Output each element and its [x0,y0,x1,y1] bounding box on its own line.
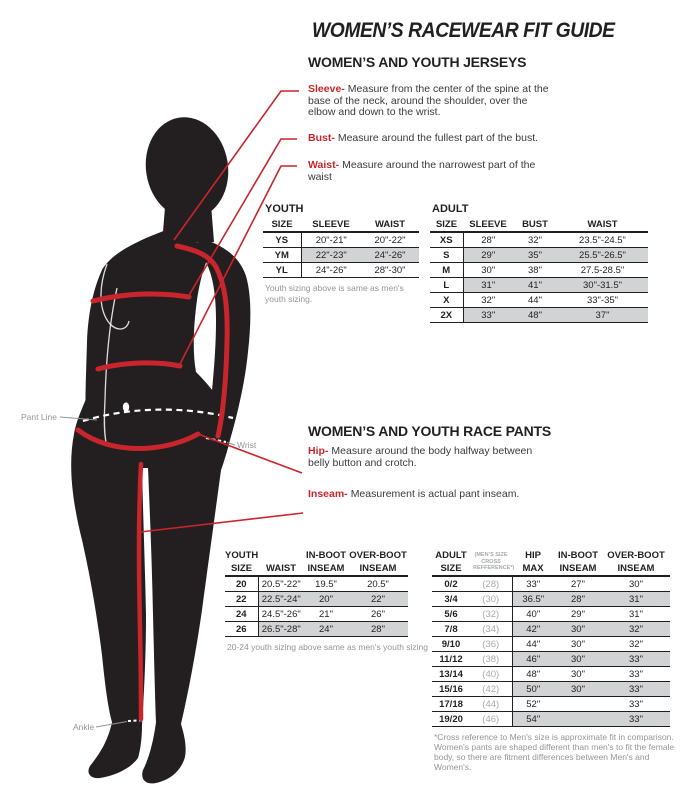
size-table-cell: 26" [348,607,408,622]
size-table-cell: 30" [602,576,670,592]
size-table-cell: 22" [348,592,408,607]
size-table-cell [554,697,602,712]
column-header: ADULT [435,550,467,561]
size-table-cell: 24 [225,607,258,622]
size-table-cell: 28"-30" [361,263,419,278]
size-table-cell: (36) [470,637,512,652]
size-table-cell: 33" [463,308,513,323]
size-table-row [432,682,670,697]
column-header: SLEEVE [469,219,507,230]
size-table-cell: M [430,263,463,278]
size-table-row [430,248,648,263]
size-table-cell: 44" [512,637,554,652]
column-header: WAIST [374,219,406,230]
size-table-cell: 32" [463,293,513,308]
sleeve-term: Sleeve- [308,83,345,95]
size-table-cell: L [430,278,463,293]
size-table-cell: 54" [512,712,554,727]
column-header: OVER-BOOT [349,550,407,561]
bust-description: Measure around the fullest part of the bust. [337,132,539,144]
size-table-cell: 21" [304,607,348,622]
size-table-cell: 20 [225,576,258,592]
size-table-row [263,232,419,248]
size-table-cell: (40) [470,667,512,682]
size-table-cell: 41" [513,278,557,293]
adult-jersey-size-table [430,203,648,323]
size-table-cell: 33" [602,667,670,682]
size-table-cell: 2X [430,308,463,323]
size-table-cell: 33" [602,682,670,697]
youth-jersey-size-table [263,203,419,304]
youth-jersey-note: Youth sizing above is same as men's youth sizing. [265,283,404,304]
bust-term: Bust- [308,132,335,144]
size-table-row [432,652,670,667]
hip-description: Measure around the body halfway between belly button and crotch. [308,445,533,469]
size-table-cell: 35" [513,248,557,263]
size-table-cell: 38" [513,263,557,278]
size-table-cell: 37" [557,308,648,323]
column-header: HIP [525,550,541,561]
size-table-cell: 23.5"-24.5" [557,232,648,248]
column-header: SIZE [440,563,462,574]
size-table-cell: 52" [512,697,554,712]
size-table-cell: (42) [470,682,512,697]
size-table-cell: 28" [463,232,513,248]
size-table-row [225,592,408,607]
size-table-cell: 32" [602,637,670,652]
size-table-cell: 13/14 [432,667,470,682]
size-table-row [432,592,670,607]
size-table-cell: 7/8 [432,622,470,637]
size-table-cell: 26 [225,622,258,637]
size-table-cell: 20" [304,592,348,607]
size-table-cell: 48" [513,308,557,323]
size-table-cell: 31" [602,592,670,607]
size-table-cell: 24" [304,622,348,637]
adult-jersey-table-title: ADULT [432,203,469,215]
inseam-measure-line [139,464,141,719]
size-table-cell: 30" [554,682,602,697]
column-header [258,549,304,562]
size-table-cell: 5/6 [432,607,470,622]
size-table-cell: 9/10 [432,637,470,652]
wrist-label: Wrist [237,440,257,450]
column-header: INSEAM [617,563,655,574]
column-header: IN-BOOT [305,550,347,561]
size-table-cell: 27.5-28.5" [557,263,648,278]
size-table-cell: (32) [470,607,512,622]
youth-pants-note: 20-24 youth sizing above same as men's youth sizing [227,642,429,652]
column-header: INSEAM [559,563,597,574]
size-table-row [432,576,670,592]
size-table-cell: 33"-35" [557,293,648,308]
size-table-cell: 46" [512,652,554,667]
size-table-row [430,278,648,293]
size-table-cell: XS [430,232,463,248]
size-table-cell: 0/2 [432,576,470,592]
sleeve-description: Measure from the center of the spine at the base of the neck, around the shoulder, over the elbow and down to the wrist. [308,83,549,118]
column-header: OVER-BOOT [607,550,665,561]
size-table-cell: 32" [513,232,557,248]
size-table-cell: 30" [463,263,513,278]
size-table-cell [554,712,602,727]
size-table-cell: (44) [470,697,512,712]
column-header: WAIST [587,219,618,230]
size-table-row [432,667,670,682]
size-table-cell: 48" [512,667,554,682]
size-table-cell: 24"-26" [361,248,419,263]
bust-definition [308,133,588,145]
youth-pants-size-table [225,549,429,653]
crossref-footnote: *Cross reference to Men's size is approximate fit in comparison. Women's pants are shaped different than men's to fit the female body, so there are fitment differences between Men's and Women's. [434,732,675,772]
size-table-row [225,622,408,637]
column-header: MAX [522,563,544,574]
size-table-row [432,712,670,727]
waist-definition [308,160,546,183]
size-table-cell: 20.5" [348,576,408,592]
size-table-cell: 28" [348,622,408,637]
column-header: YOUTH [225,550,259,561]
size-table-cell: 44" [513,293,557,308]
column-header: IN-BOOT [557,550,599,561]
size-table-cell: 20"-22" [361,232,419,248]
size-table-cell: 42" [512,622,554,637]
size-table-row [430,293,648,308]
waist-description: Measure around the narrowest part of the waist [308,159,536,183]
size-table-cell: 30"-31.5" [557,278,648,293]
size-table-row [432,622,670,637]
column-header: INSEAM [359,563,397,574]
size-table-cell: 19/20 [432,712,470,727]
inseam-definition [308,489,588,501]
size-table-row [225,576,408,592]
size-table-cell: 30" [554,637,602,652]
size-table-cell: S [430,248,463,263]
size-table-row [430,232,648,248]
size-table-cell: 22.5"-24" [258,592,304,607]
size-table-cell: 17/18 [432,697,470,712]
size-table-cell: (28) [470,576,512,592]
size-table-cell: YS [263,232,301,248]
size-table-cell: (30) [470,592,512,607]
size-table-cell: 24"-26" [301,263,361,278]
page-title: WOMEN’S RACEWEAR FIT GUIDE [312,19,615,42]
size-table-cell: YL [263,263,301,278]
size-table-cell: 32" [602,622,670,637]
size-table-cell: 28" [554,592,602,607]
size-table-cell: 36.5" [512,592,554,607]
size-table-row [432,637,670,652]
adult-pants-size-table [432,549,675,772]
size-table-cell: 33" [602,712,670,727]
size-table-cell: 30" [554,652,602,667]
size-table-cell: 33" [602,697,670,712]
mens-size-crossref-header: (MEN’S SIZE CROSS REFFERENCE*) [473,552,515,572]
size-table-cell: 33" [512,576,554,592]
size-table-row [263,248,419,263]
ankle-label: Ankle [73,722,95,732]
column-header: BUST [522,219,548,230]
size-table-cell: 20.5"-22" [258,576,304,592]
size-table-cell: 22"-23" [301,248,361,263]
size-table-cell: 3/4 [432,592,470,607]
inseam-term: Inseam- [308,488,348,500]
size-table-cell: 31" [602,607,670,622]
column-header: SIZE [230,563,253,574]
jerseys-section-heading: WOMEN’S AND YOUTH JERSEYS [308,54,527,70]
size-table-cell: 29" [463,248,513,263]
size-table-row [225,607,408,622]
size-table-cell: 29" [554,607,602,622]
size-table-cell: 19.5" [304,576,348,592]
size-table-cell: 15/16 [432,682,470,697]
hip-definition [308,446,556,469]
column-header: INSEAM [307,563,345,574]
youth-jersey-table-title: YOUTH [265,203,304,215]
size-table-cell: (34) [470,622,512,637]
column-header: SIZE [271,219,293,230]
size-table-cell: 30" [554,622,602,637]
column-header: WAIST [265,563,297,574]
size-table-cell: 20"-21" [301,232,361,248]
size-table-cell: 11/12 [432,652,470,667]
size-table-row [430,308,648,323]
size-table-cell: 50" [512,682,554,697]
inseam-description: Measurement is actual pant inseam. [350,488,520,500]
size-table-cell: 27" [554,576,602,592]
size-table-cell: 30" [554,667,602,682]
size-table-cell: 25.5"-26.5" [557,248,648,263]
size-table-row [432,697,670,712]
size-table-cell: (46) [470,712,512,727]
size-table-cell: 26.5"-28" [258,622,304,637]
size-table-cell: 31" [463,278,513,293]
column-header: SLEEVE [312,219,350,230]
size-table-cell: X [430,293,463,308]
column-header: SIZE [435,219,458,230]
pant-line-label: Pant Line [21,412,57,422]
size-table-cell: (38) [470,652,512,667]
pants-section-heading: WOMEN’S AND YOUTH RACE PANTS [308,423,552,439]
size-table-row [263,263,419,278]
sleeve-definition [308,84,556,119]
belly-button [123,402,129,411]
size-table-row [432,607,670,622]
size-table-cell: YM [263,248,301,263]
size-table-cell: 40" [512,607,554,622]
waist-term: Waist- [308,159,340,171]
size-table-cell: 22 [225,592,258,607]
size-table-cell: 24.5"-26" [258,607,304,622]
size-table-cell: 33" [602,652,670,667]
hip-term: Hip- [308,445,329,457]
size-table-row [430,263,648,278]
